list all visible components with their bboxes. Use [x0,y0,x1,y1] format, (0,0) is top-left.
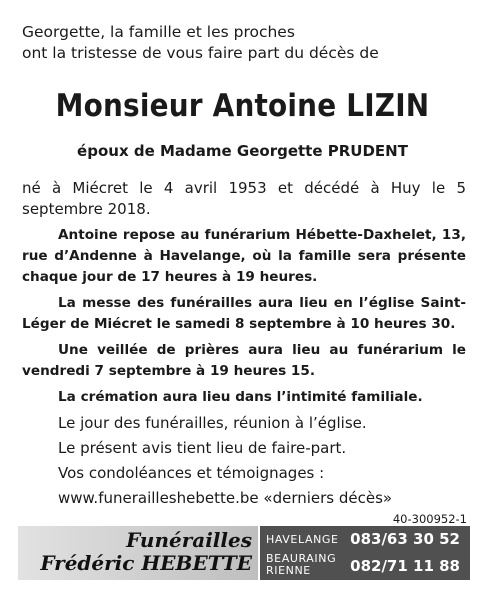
intro-line-2: ont la tristesse de vous faire part du décès de [22,44,379,62]
website-link[interactable]: www.funerailleshebette.be «derniers décès» [58,489,393,507]
funeral-home-name [18,529,252,575]
location-rienne: RIENNE [266,564,311,577]
company-line-2: Frédéric HEBETTE [40,551,252,575]
location-havelange: HAVELANGE [266,533,339,546]
contact-band [260,526,470,580]
phone-havelange[interactable]: 083/63 30 52 [350,530,460,548]
reunion-paragraph: Le jour des funérailles, réunion à l’église. [58,414,367,432]
spouse-line: époux de Madame Georgette PRUDENT [77,142,408,160]
cremation-paragraph: La crémation aura lieu dans l’intimité familiale. [58,389,423,405]
reference-number: 40-300952-1 [392,512,467,526]
funeral-home-banner [18,526,470,580]
location-beauraing: BEAURAING [266,552,337,565]
notice-paragraph: Le présent avis tient lieu de faire-part. [58,439,347,457]
funerarium-paragraph: Antoine repose au funérarium Hébette-Daxhelet, 13, rue d’Andenne à Havelange, où la famille sera présente chaque jour de 17 heures à 19 heures. [22,227,466,285]
intro-line-1: Georgette, la famille et les proches [22,23,295,41]
company-line-1: Funérailles [126,528,252,552]
condolences-paragraph: Vos condoléances et témoignages : [58,464,325,482]
intro-text [22,22,462,64]
phone-beauraing[interactable]: 082/71 11 88 [350,557,460,575]
birth-death-paragraph: né à Miécret le 4 avril 1953 et décédé à Huy le 5 septembre 2018. [22,179,466,218]
deceased-name: Monsieur Antoine LIZIN [55,88,430,124]
vigil-paragraph: Une veillée de prières aura lieu au funérarium le vendredi 7 septembre à 19 heures 15. [22,342,466,379]
mass-paragraph: La messe des funérailles aura lieu en l’église Saint-Léger de Miécret le samedi 8 septembre à 10 heures 30. [22,295,466,332]
notice-body [22,178,466,513]
